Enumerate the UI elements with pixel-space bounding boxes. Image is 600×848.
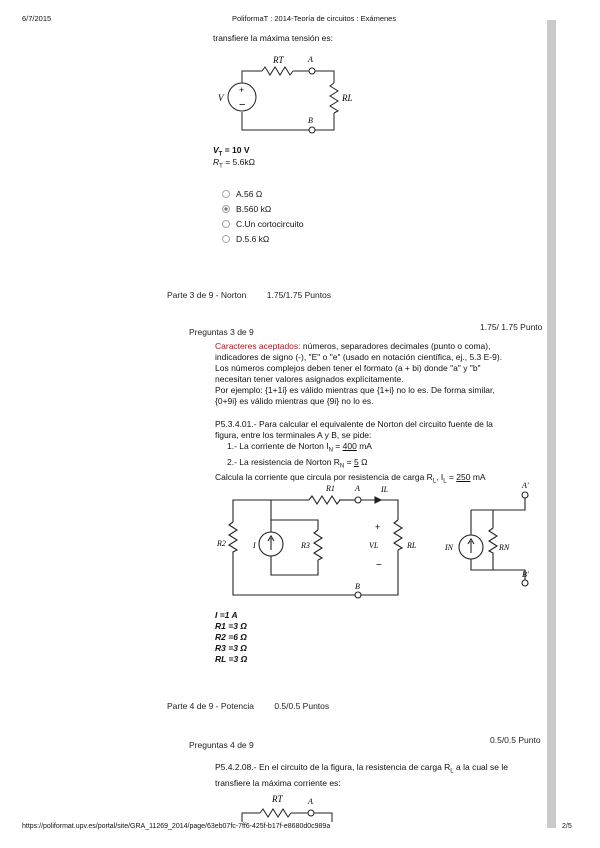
value-r1: R1 =3 Ω	[215, 621, 247, 631]
note-line: Por ejemplo: {1+1i} es válido mientras que {1+i} no lo es. De forma similar,	[215, 385, 495, 395]
note-line: números, separadores decimales (punto o coma),	[302, 341, 491, 351]
label-b-prime: B'	[522, 570, 529, 579]
note-line: {0+9i} es válido mientras que {9i} no lo es.	[215, 396, 374, 406]
label-r1: R1	[326, 484, 335, 493]
vt-value: $V_T = 10$ V	[213, 145, 250, 158]
radio-selected-icon[interactable]	[222, 205, 230, 213]
option-b[interactable]	[222, 201, 304, 216]
value-r3: R3 =3 Ω	[215, 643, 247, 653]
part-3-heading	[167, 290, 331, 300]
item-1-sub: N	[328, 447, 333, 454]
part-3-points: 1.75/1.75 Puntos	[266, 290, 332, 300]
accepted-characters-note	[215, 341, 550, 407]
statement-line: figura, entre los terminales A y B, se pide:	[215, 430, 372, 440]
accepted-characters-title: Caracteres aceptados:	[215, 341, 301, 351]
question-4-points: 0.5/0.5 Punto	[490, 735, 541, 745]
part-4-heading	[167, 701, 329, 711]
question-4-statement	[215, 762, 550, 789]
footer-url: https://poliformat.upv.es/portal/site/GRA_11269_2014/page/63eb07fc-7ff6-425f-b17f-e8680d0c989a	[22, 823, 331, 830]
statement-line: P5.3.4.01.- Para calcular el equivalente de Norton del circuito fuente de la	[215, 419, 493, 429]
option-d[interactable]	[222, 231, 304, 246]
radio-icon[interactable]	[222, 235, 230, 243]
component-values	[215, 610, 247, 665]
label-vl: VL	[369, 541, 379, 550]
footer-page-number: 2/5	[562, 823, 572, 830]
note-line: Los números complejos deben tener el formato (a + bi) donde "a" y "b"	[215, 363, 481, 373]
option-label: B.560 kΩ	[236, 203, 272, 214]
label-a-q4: A	[308, 797, 313, 806]
item-2: 2.- La resistencia de Norton $R_N = 5$ Ω	[227, 456, 368, 470]
thevenin-circuit-figure	[212, 48, 362, 140]
item-1-answer: 400	[342, 441, 357, 451]
value-rl: RL =3 Ω	[215, 654, 248, 664]
radio-icon[interactable]	[222, 190, 230, 198]
item-1-unit: mA	[359, 441, 372, 451]
label-in: IN	[445, 543, 453, 552]
calc-sub2: L	[443, 479, 447, 486]
label-rt-q4: RT	[272, 794, 283, 804]
calc-answer: 250	[456, 472, 471, 483]
label-rn: RN	[499, 543, 510, 552]
svg-text:−: −	[376, 560, 382, 571]
svg-text:+: +	[375, 522, 381, 532]
calc-text: Calcula la corriente que circula por resistencia de carga R	[215, 472, 433, 483]
q4-statement-b: a la cual se le	[456, 762, 508, 772]
question-3-statement: P5.3.4.01.- Para calcular el equivalente de Norton del circuito fuente de la figura, entre los terminales A y B, se pide: 1.- La corriente de Norton $I_N = 400$ mA 2.- La resistencia de Norton $R_N = 5$ Ω Calcula la corriente que circula por resistencia de carga $R_L$, $I_L = 250$ mA	[215, 419, 493, 486]
item-2-answer: 5	[353, 456, 359, 467]
label-r3: R3	[301, 541, 310, 550]
print-date: 6/7/2015	[22, 14, 52, 23]
label-rl-norton: RL	[407, 541, 417, 550]
label-il: IL	[381, 485, 389, 494]
label-b: B	[308, 116, 313, 125]
label-a-prime: A'	[522, 481, 529, 490]
option-a[interactable]	[222, 186, 304, 201]
calc-unit: mA	[472, 472, 486, 483]
partial-circuit-figure	[228, 786, 338, 822]
rt-text: = 5.6kΩ	[225, 157, 255, 167]
rt-symbol: R	[213, 157, 220, 167]
svg-text:+: +	[239, 85, 245, 95]
label-a: A	[308, 55, 313, 64]
q4-statement-a: P5.4.2.08.- En el circuito de la figura, la resistencia de carga R	[215, 762, 451, 772]
option-c[interactable]	[222, 216, 304, 231]
q4-statement-sub: L	[450, 768, 454, 775]
part-4-label: Parte 4 de 9 - Potencia	[167, 701, 254, 711]
note-line: necesitan tener valores asignados explícitamente.	[215, 374, 404, 384]
page-title: PoliformaT : 2014-Teoría de circuitos : Exámenes	[232, 14, 397, 23]
item-1-text: 1.- La corriente de Norton I	[227, 441, 329, 451]
question-3-points: 1.75/ 1.75 Punto	[480, 322, 543, 332]
label-rl: RL	[342, 93, 353, 103]
item-2-unit: Ω	[361, 456, 368, 467]
answer-options	[222, 186, 304, 246]
option-label: C.Un cortocircuito	[236, 218, 304, 229]
label-rt: RT	[273, 55, 284, 65]
calc-sub: L	[432, 479, 437, 486]
vt-text: = 10 V	[224, 145, 250, 155]
label-v: V	[218, 93, 224, 103]
vt-symbol: V	[213, 145, 219, 155]
q2-intro: transfiere la máxima tensión es:	[213, 33, 333, 43]
label-r2: R2	[217, 539, 226, 548]
note-line: indicadores de signo (-), "E" o "e" (usado en notación científica, ej., 5.3 E-9).	[215, 352, 503, 362]
label-a-norton: A	[355, 484, 360, 493]
question-4-label: Preguntas 4 de 9	[189, 740, 254, 750]
calc-mid: , I	[436, 472, 444, 483]
item-1: 1.- La corriente de Norton $I_N = 400$ mA	[227, 441, 372, 454]
label-i: I	[253, 541, 256, 550]
norton-circuit-figure	[213, 480, 548, 602]
value-i: I =1 A	[215, 610, 238, 620]
item-2-text: 2.- La resistencia de Norton R	[227, 456, 340, 467]
value-r2: R2 =6 Ω	[215, 632, 247, 642]
q4-statement-line2: transfiere la máxima corriente es:	[215, 777, 341, 788]
part-3-label: Parte 3 de 9 - Norton	[167, 290, 247, 300]
question-3-label: Preguntas 3 de 9	[189, 327, 254, 337]
radio-icon[interactable]	[222, 220, 230, 228]
option-label: D.5.6 kΩ	[236, 233, 270, 244]
rt-value: $R_T = 5.6k\Omega$	[213, 157, 255, 170]
svg-text:−: −	[239, 99, 246, 111]
label-b-norton: B	[355, 582, 360, 591]
item-2-sub: N	[339, 463, 345, 470]
option-label: A.56 Ω	[236, 188, 263, 199]
part-4-points: 0.5/0.5 Puntos	[274, 701, 330, 711]
